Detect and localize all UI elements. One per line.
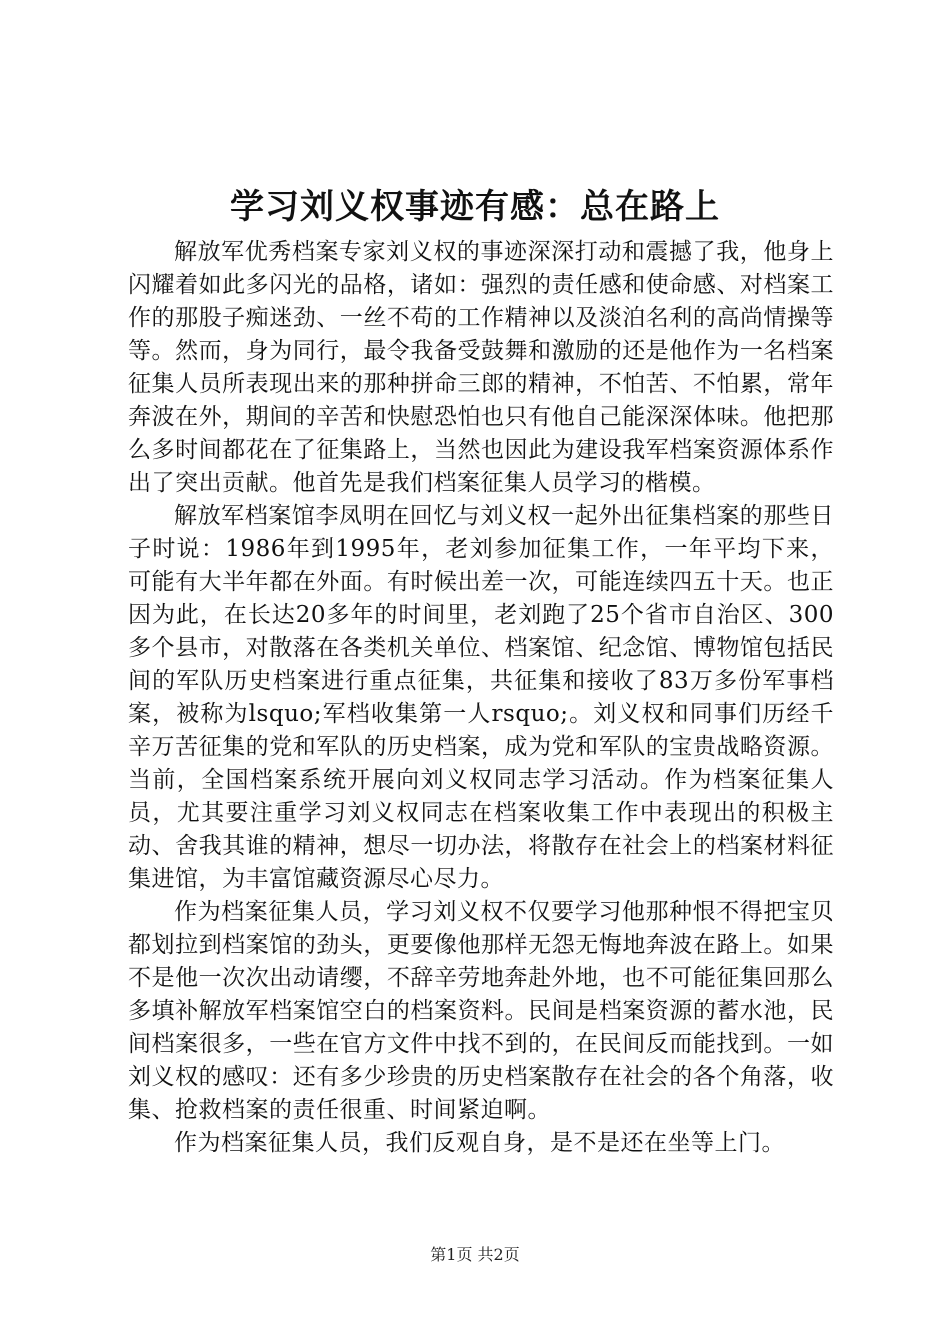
document-title: 学习刘义权事迹有感：总在路上 <box>230 187 720 227</box>
paragraph-4: 作为档案征集人员，我们反观自身，是不是还在坐等上门。 <box>174 1130 785 1156</box>
paragraph-1: 解放军优秀档案专家刘义权的事迹深深打动和震撼了我，他身上闪耀着如此多闪光的品格，诸如：强烈的责任感和使命感、对档案工作的那股子痴迷劲、一丝不苟的工作精神以及淡泊名利的高尚情操等等。然而，身为同行，最令我备受鼓舞和激励的还是他作为一名档案征集人员所表现出来的那种拼命三郎的精神，不怕苦、不怕累，常年奔波在外，期间的辛苦和快慰恐怕也只有他自己能深深体味。他把那么多时间都花在了征集路上，当然也因此为建设我军档案资源体系作出了突出贡献。他首先是我们档案征集人员学习的楷模。 <box>128 239 834 496</box>
paragraph-3: 作为档案征集人员，学习刘义权不仅要学习他那种恨不得把宝贝都划拉到档案馆的劲头，更要像他那样无怨无悔地奔波在路上。如果不是他一次次出动请缨，不辞辛劳地奔赴外地，也不可能征集回那么多填补解放军档案馆空白的档案资料。民间是档案资源的蓄水池，民间档案很多，一些在官方文件中找不到的，在民间反而能找到。一如刘义权的感叹：还有多少珍贵的历史档案散存在社会的各个角落，收集、抢救档案的责任很重、时间紧迫啊。 <box>128 899 834 1123</box>
page-footer: 第1页 共2页 <box>430 1245 520 1264</box>
document-body <box>128 236 834 1160</box>
paragraph-2: 解放军档案馆李凤明在回忆与刘义权一起外出征集档案的那些日子时说：1986年到1995年，老刘参加征集工作，一年平均下来，可能有大半年都在外面。有时候出差一次，可能连续四五十天。也正因为此，在长达20多年的时间里，老刘跑了25个省市自治区、300多个县市，对散落在各类机关单位、档案馆、纪念馆、博物馆包括民间的军队历史档案进行重点征集，共征集和接收了83万多份军事档案，被称为lsquo;军档收集第一人rsquo;。刘义权和同事们历经千辛万苦征集的党和军队的历史档案，成为党和军队的宝贵战略资源。当前，全国档案系统开展向刘义权同志学习活动。作为档案征集人员，尤其要注重学习刘义权同志在档案收集工作中表现出的积极主动、舍我其谁的精神，想尽一切办法，将散存在社会上的档案材料征集进馆，为丰富馆藏资源尽心尽力。 <box>128 503 834 892</box>
